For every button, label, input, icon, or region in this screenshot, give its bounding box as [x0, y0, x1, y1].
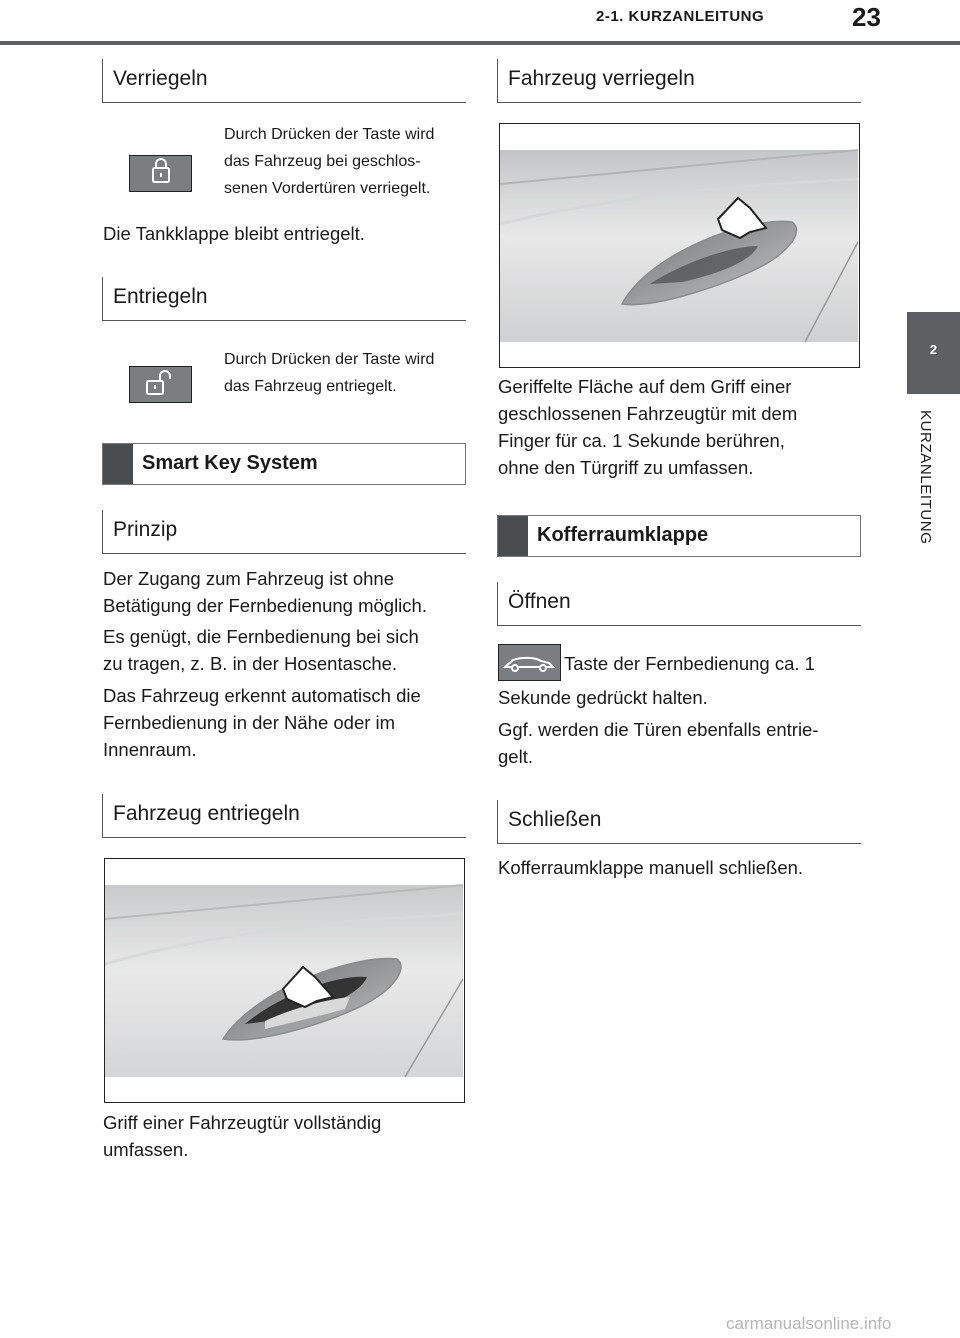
text-line: das Fahrzeug entriegelt. [224, 378, 397, 395]
text-line: Fernbedienung in der Nähe oder im [103, 712, 396, 733]
text-line: Durch Drücken der Taste wird [224, 126, 435, 143]
oeffnen-heading: Öffnen [497, 582, 861, 626]
kofferraum-heading [497, 515, 861, 557]
griff-text [103, 1109, 381, 1163]
heading-bar [103, 444, 133, 484]
kofferraum-heading-label: Kofferraumklappe [537, 524, 709, 546]
text-line: Durch Drücken der Taste wird [224, 351, 435, 368]
entriegeln-description [224, 346, 434, 400]
prinzip-paragraph-1 [103, 565, 427, 619]
heading-bar [498, 516, 528, 556]
fahrzeug-entriegeln-heading: Fahrzeug entriegeln [102, 794, 466, 838]
door-handle-illustration [499, 123, 860, 368]
page-header [0, 0, 960, 48]
text-line: Der Zugang zum Fahrzeug ist ohne [103, 568, 395, 589]
text-line: Finger für ca. 1 Sekunde berühren, [498, 430, 785, 451]
prinzip-paragraph-3 [103, 682, 421, 763]
chapter-tab[interactable]: 2 [907, 312, 960, 394]
tankklappe-text: Die Tankklappe bleibt entriegelt. [103, 223, 365, 244]
car-trunk-icon [498, 644, 561, 681]
prinzip-heading: Prinzip [102, 510, 466, 554]
section-title: 2-1. KURZANLEITUNG [596, 8, 765, 25]
text-line: gelt. [498, 746, 533, 767]
smart-key-heading [102, 443, 466, 485]
fahrzeug-verriegeln-heading: Fahrzeug verriegeln [497, 59, 861, 103]
text-line: Betätigung der Fernbedienung möglich. [103, 595, 427, 616]
taste-text-line1: Taste der Fernbedienung ca. 1 [564, 653, 815, 674]
text-line: senen Vordertüren verriegelt. [224, 180, 431, 197]
text-line: umfassen. [103, 1139, 189, 1160]
header-rule [0, 41, 960, 45]
text-line: Griff einer Fahrzeugtür vollständig [103, 1112, 382, 1133]
schliessen-heading: Schließen [497, 800, 861, 844]
text-line: Ggf. werden die Türen ebenfalls entrie- [498, 719, 819, 740]
chapter-label: KURZANLEITUNG [917, 410, 934, 545]
unlock-icon [129, 366, 192, 403]
entriegeln-heading: Entriegeln [102, 277, 466, 321]
text-line: Es genügt, die Fernbedienung bei sich [103, 626, 419, 647]
text-line: Geriffelte Fläche auf dem Griff einer [498, 376, 792, 397]
text-line: ohne den Türgriff zu umfassen. [498, 457, 754, 478]
tueren-text [498, 716, 819, 770]
schliessen-text: Kofferraumklappe manuell schließen. [498, 857, 804, 878]
prinzip-paragraph-2 [103, 623, 419, 677]
geriffelte-text [498, 373, 797, 481]
text-line: geschlossenen Fahrzeugtür mit dem [498, 403, 798, 424]
taste-text-line2: Sekunde gedrückt halten. [498, 687, 708, 708]
text-line: Das Fahrzeug erkennt automatisch die [103, 685, 421, 706]
watermark: carmanualsonline.info [726, 1314, 892, 1333]
verriegeln-description [224, 121, 434, 202]
smart-key-heading-label: Smart Key System [142, 452, 318, 474]
door-handle-illustration [104, 858, 465, 1103]
text-line: Innenraum. [103, 739, 197, 760]
page-number: 23 [852, 2, 881, 32]
verriegeln-heading: Verriegeln [102, 59, 466, 103]
lock-icon [129, 155, 192, 192]
text-line: zu tragen, z. B. in der Hosentasche. [103, 653, 398, 674]
text-line: das Fahrzeug bei geschlos- [224, 153, 421, 170]
